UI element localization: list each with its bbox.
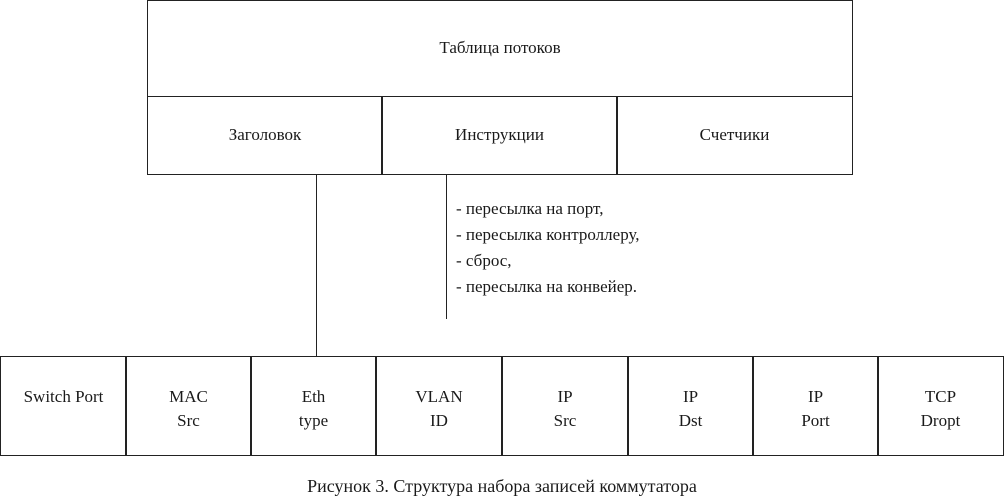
- section-instructions-label: Инструкции: [455, 125, 544, 144]
- section-instructions-box: [381, 96, 618, 175]
- field-label: TCP Dropt: [920, 387, 961, 430]
- section-counters-box: [616, 96, 853, 175]
- instructions-connector-line: [446, 175, 447, 319]
- field-eth-type: [250, 356, 377, 456]
- field-label: IP Port: [801, 387, 830, 430]
- field-label: MAC Src: [169, 387, 208, 430]
- section-header-label: Заголовок: [228, 125, 302, 144]
- field-label: Eth type: [298, 387, 329, 430]
- field-label: IP Src: [553, 387, 577, 430]
- field-switch-port: [0, 356, 127, 456]
- field-ip-src: [501, 356, 629, 456]
- section-header-box: [147, 96, 383, 175]
- field-label: VLAN ID: [415, 387, 463, 430]
- instruction-item: - пересылка на порт,: [456, 199, 604, 218]
- field-label: IP Dst: [678, 387, 703, 430]
- instructions-list: [456, 196, 640, 300]
- field-tcp-dropt: [877, 356, 1004, 456]
- instruction-item: - пересылка контроллеру,: [456, 225, 640, 244]
- field-ip-port: [752, 356, 879, 456]
- instruction-item: - сброс,: [456, 251, 512, 270]
- flow-table-title-box: [147, 0, 853, 97]
- field-mac-src: [125, 356, 252, 456]
- figure-caption: Рисунок 3. Структура набора записей коммутатора: [307, 476, 697, 496]
- header-connector-line: [316, 175, 317, 357]
- flow-table-title: Таблица потоков: [439, 38, 561, 57]
- field-vlan-id: [375, 356, 503, 456]
- field-label: Switch Port: [23, 387, 104, 406]
- field-ip-dst: [627, 356, 754, 456]
- instruction-item: - пересылка на конвейер.: [456, 277, 638, 296]
- section-counters-label: Счетчики: [699, 125, 770, 144]
